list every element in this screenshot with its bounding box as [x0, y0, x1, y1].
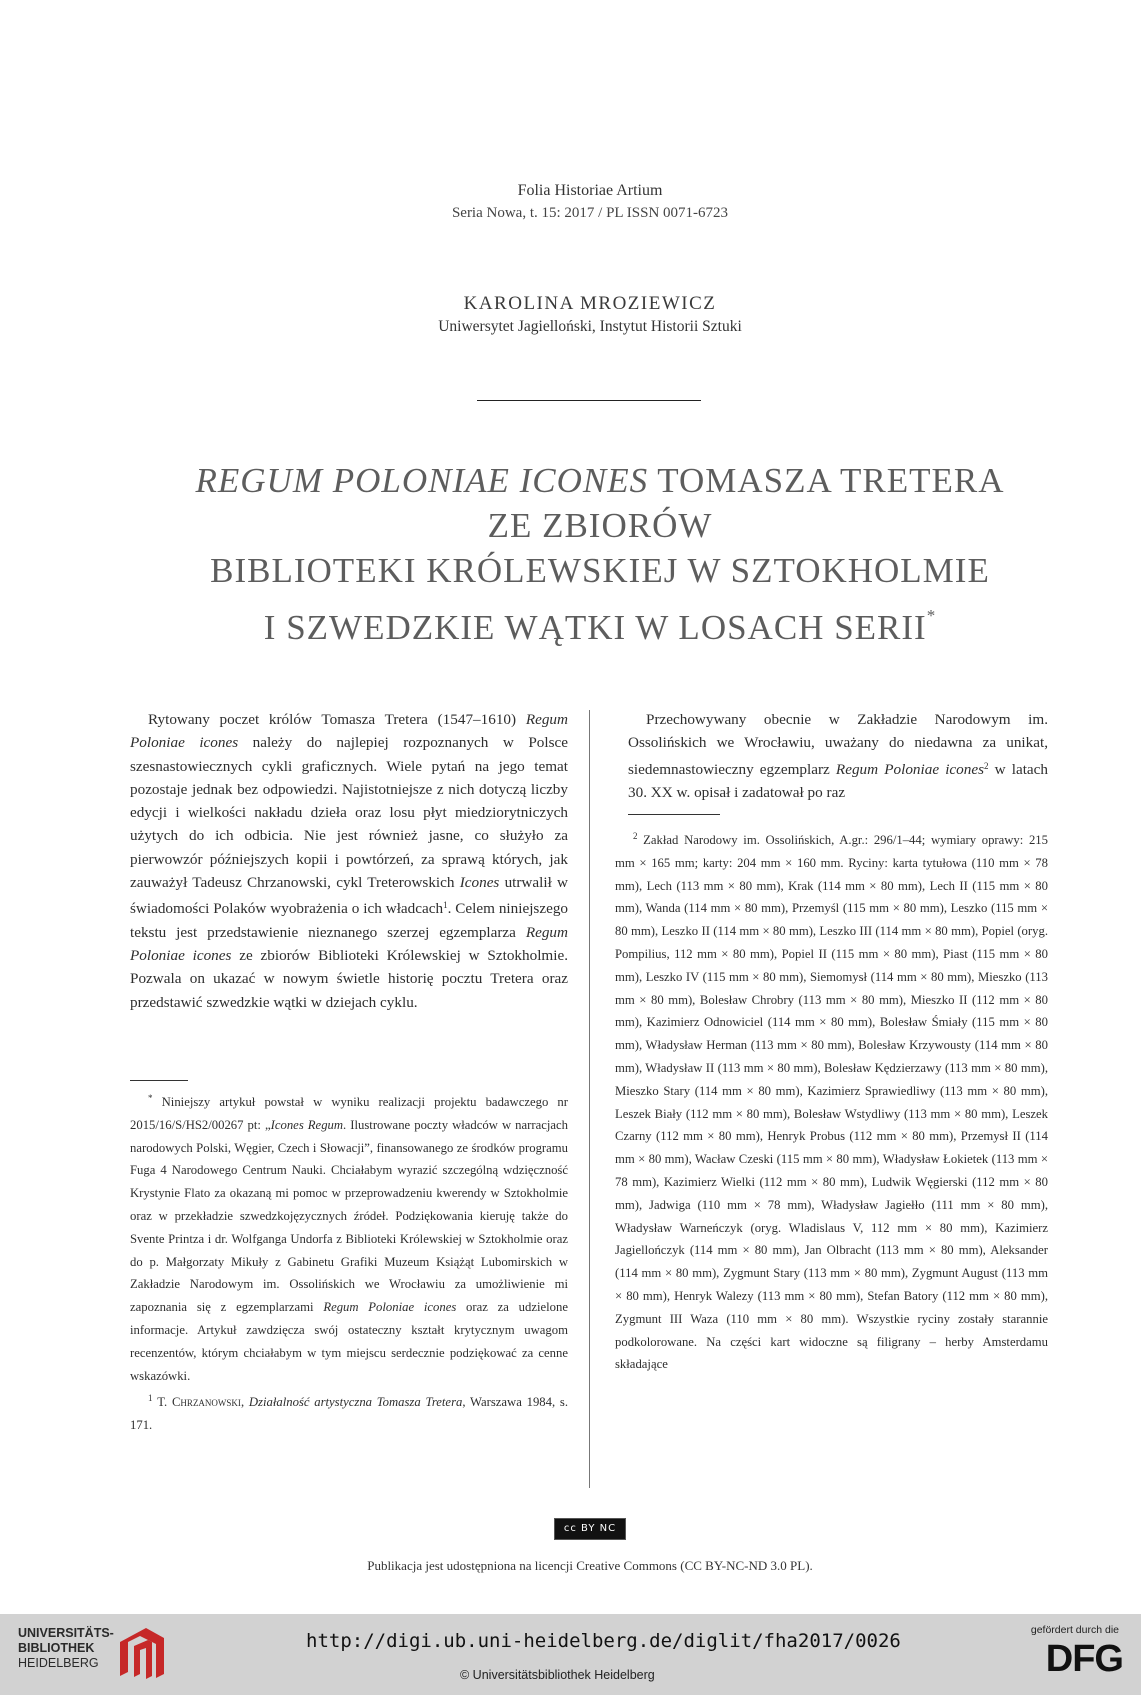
journal-name: Folia Historiae Artium [517, 182, 663, 199]
footnote-author: T. Chrzanowski [157, 1395, 241, 1410]
italic-run: Icones Regum [270, 1117, 344, 1132]
italic-run: Regum Poloniae icones [130, 711, 568, 752]
license-text: Publikacja jest udostępniona na licencji Creative Commons (CC BY-NC-ND 3.0 PL). [367, 1558, 813, 1573]
text-run: w latach 30. XX w. opisał i zadatował po raz [628, 760, 1048, 801]
article-title [100, 458, 1100, 650]
cc-license-icon[interactable]: cc BY NC ND [554, 1518, 626, 1540]
body-column-left [130, 708, 568, 1014]
footnotes-left [130, 1080, 568, 1437]
body-column-right [628, 708, 1048, 804]
author-block [0, 292, 1141, 338]
text-run: Zakład Narodowy im. Ossolińskich, A.gr.: 296/1–44; wymiary oprawy: 215 mm × 165 mm; karty: 204 mm × 160 mm. Ryciny: karta tytułowa (110 mm × 78 mm), Lech (113 mm × 80 mm), Krak (114 mm × 80 mm), Lech II (115 mm × 80 mm), Wanda (114 mm × 80 mm), Przemyśl (115 mm × 80 mm), Leszko (115 mm × 80 mm), Leszko II (114 mm × 80 mm), Leszko III (114 mm × 80 mm), Popiel (oryg. Pompilius, 112 mm × 80 mm), Popiel II (115 mm × 80 mm), Piast (115 mm × 80 mm), Leszko IV (115 mm × 80 mm), Siemomysł (114 mm × 80 mm), Mieszko (113 mm × 80 mm), Bolesław Chrobry (113 mm × 80 mm), Mieszko II (112 mm × 80 mm), Kazimierz Odnowiciel (114 mm × 80 mm), Bolesław Śmiały (115 mm × 80 mm), Władysław Herman (113 mm × 80 mm), Bolesław Krzywousty (114 mm × 80 mm), Władysław II (113 mm × 80 mm), Bolesław Kędzierzawy (113 mm × 80 mm), Mieszko Stary (114 mm × 80 mm), Kazimierz Sprawiedliwy (113 mm × 80 mm), Leszek Biały (112 mm × 80 mm), Bolesław Wstydliwy (113 mm × 80 mm), Leszek Czarny (112 mm × 80 mm), Henryk Probus (112 mm × 80 mm), Przemysł II (114 mm × 80 mm), Wacław Czeski (115 mm × 80 mm), Władysław Łokietek (113 mm × 78 mm), Kazimierz Wielki (112 mm × 80 mm), Ludwik Węgierski (112 mm × 80 mm), Jadwiga (110 mm × 78 mm), Władysław Jagiełło (111 mm × 80 mm), Władysław Warneńczyk (oryg. Wladislaus V, 112 mm × 80 mm), Kazimierz Jagiellończyk (114 mm × 80 mm), Jan Olbracht (113 mm × 80 mm), Aleksander (114 mm × 80 mm), Zygmunt Stary (113 mm × 80 mm), Zygmunt August (113 mm × 80 mm), Henryk Walezy (113 mm × 80 mm), Stefan Batory (112 mm × 80 mm), Zygmunt III Waza (110 mm × 80 mm). Wszystkie ryciny zostały starannie podkolorowane. Na części kart widoczne są filigrany – herby Amsterdamu składające [615, 833, 1048, 1372]
text-run: Niniejszy artykuł powstał w wyniku realizacji projektu badawczego nr 2015/16/S/HS2/00267 pt: „ [130, 1095, 568, 1132]
footnotes-right [615, 825, 1048, 1376]
ub-logo-icon [116, 1624, 168, 1680]
author-affiliation: Uniwersytet Jagielloński, Instytut Historii Sztuki [438, 318, 742, 335]
journal-series: Seria Nowa, t. 15: 2017 / PL ISSN 0071-6723 [451, 205, 729, 221]
italic-run: Icones [459, 874, 500, 892]
title-line2: ZE ZBIORÓW [487, 506, 713, 545]
footnote-rule-left [130, 1080, 188, 1081]
footnote-marker: 2 [633, 831, 638, 841]
footnote-marker: * [148, 1093, 153, 1103]
footnote-1 [130, 1387, 568, 1437]
title-line1-rest: TOMASZA TRETERA [648, 461, 1005, 500]
text-run: . Celem niniejszego tekstu jest przedstawienie nieznanego szerzej egzemplarza [130, 900, 569, 941]
logo-line: UNIVERSITÄTS- [18, 1626, 114, 1640]
footnote-2 [615, 825, 1048, 1376]
license-block [0, 1518, 1141, 1574]
logo-line: BIBLIOTHEK [18, 1641, 95, 1655]
document-url[interactable]: http://digi.ub.uni-heidelberg.de/diglit/fha2017/0026 [306, 1630, 901, 1652]
title-italic: REGUM POLONIAE ICONES [195, 461, 649, 500]
body-paragraph-left [130, 708, 568, 1014]
footnote-rule-right [628, 814, 720, 815]
italic-run: Regum Poloniae icones [323, 1300, 457, 1315]
text-run: , [240, 1395, 249, 1410]
text-run: ze zbiorów Biblioteki Królewskiej w Sztokholmie. Pozwala on ukazać w nowym świetle historię pocztu Tretera oraz przedstawić szwedzkie wątki w dziejach cyklu. [130, 946, 568, 1011]
author-name: KAROLINA MROZIEWICZ [463, 293, 717, 314]
footer-bar [0, 1614, 1141, 1695]
logo-line: HEIDELBERG [18, 1656, 99, 1670]
ub-heidelberg-logo[interactable] [18, 1626, 114, 1671]
body-paragraph-right [628, 708, 1048, 804]
column-divider [589, 710, 590, 1488]
text-run: należy do najlepiej rozpoznanych w Polsce szesnastowiecznych cykli graficznych. Wiele pytań na jego temat pozostaje jednak bez odpowiedzi. Najistotniejsze z nich dotyczą liczby edycji i wielkości nakładu dzieła oraz losu płyt miedziorytniczych użytych do ich odbicia. Nie jest również jasne, co służyło za pierwowzór późniejszych kopii i powtórzeń, za sprawą których, jak zauważył Tadeusz Chrzanowski, cykl Treterowskich [130, 734, 568, 892]
dfg-logo[interactable]: DFG [1045, 1638, 1123, 1680]
italic-run: Działalność artystyczna Tomasza Tretera [248, 1395, 463, 1410]
dfg-subtitle: gefördert durch die [1030, 1624, 1119, 1636]
italic-run: Regum Poloniae icones [130, 923, 568, 964]
title-footnote-marker: * [926, 606, 937, 625]
text-run: oraz za udzielone informacje. Artykuł zawdzięcza swój ostateczny kształt krytycznym uwagom recenzentów, którym chciałabym w tym miejscu serdecznie podziękować za cenne wskazówki. [130, 1300, 568, 1383]
journal-header [0, 180, 1141, 224]
text-run: utrwalił w świadomości Polaków wyobrażenia o ich władcach [130, 874, 568, 918]
title-line4: I SZWEDZKIE WĄTKI W LOSACH SERII [263, 608, 927, 647]
footnote-marker: 1 [148, 1393, 153, 1404]
italic-run: Regum Poloniae icones [835, 760, 984, 778]
footnote-ref-2[interactable]: 2 [984, 760, 989, 771]
text-run: Rytowany poczet królów Tomasza Tretera (1547–1610) [148, 711, 526, 728]
title-divider [477, 400, 701, 401]
text-run: Przechowywany obecnie w Zakładzie Narodowym im. Ossolińskich we Wrocławiu, uważany do niedawna za unikat, siedemnastowieczny egzemplarz [628, 711, 1048, 778]
copyright-text: © Universitätsbibliothek Heidelberg [460, 1668, 655, 1682]
footnote-ref-1[interactable]: 1 [443, 900, 448, 911]
text-run: , Warszawa 1984, s. 171. [130, 1395, 569, 1433]
footnote-star [130, 1087, 568, 1387]
title-line3: BIBLIOTEKI KRÓLEWSKIEJ W SZTOKHOLMIE [210, 551, 990, 590]
text-run: . Ilustrowane poczty władców w narracjach narodowych Polski, Węgier, Czech i Słowacji”, finansowanego ze środków programu Fuga 4 Narodowego Centrum Nauki. Chciałabym wyrazić szczególną wdzięczność Krystynie Flato za okazaną mi pomoc w przeprowadzeniu kwerendy w Sztokholmie oraz w przekładzie szwedzkojęzycznych źródeł. Podziękowania kieruję także do Svente Printza i dr. Wolfganga Undorfa z Biblioteki Królewskiej w Sztokholmie oraz do p. Małgorzaty Mikuły z Gabinetu Grafiki Muzeum Książąt Lubomirskich w Zakładzie Narodowym im. Ossolińskich we Wrocławiu za umożliwienie mi zapoznania się z egzemplarzami [130, 1117, 568, 1315]
